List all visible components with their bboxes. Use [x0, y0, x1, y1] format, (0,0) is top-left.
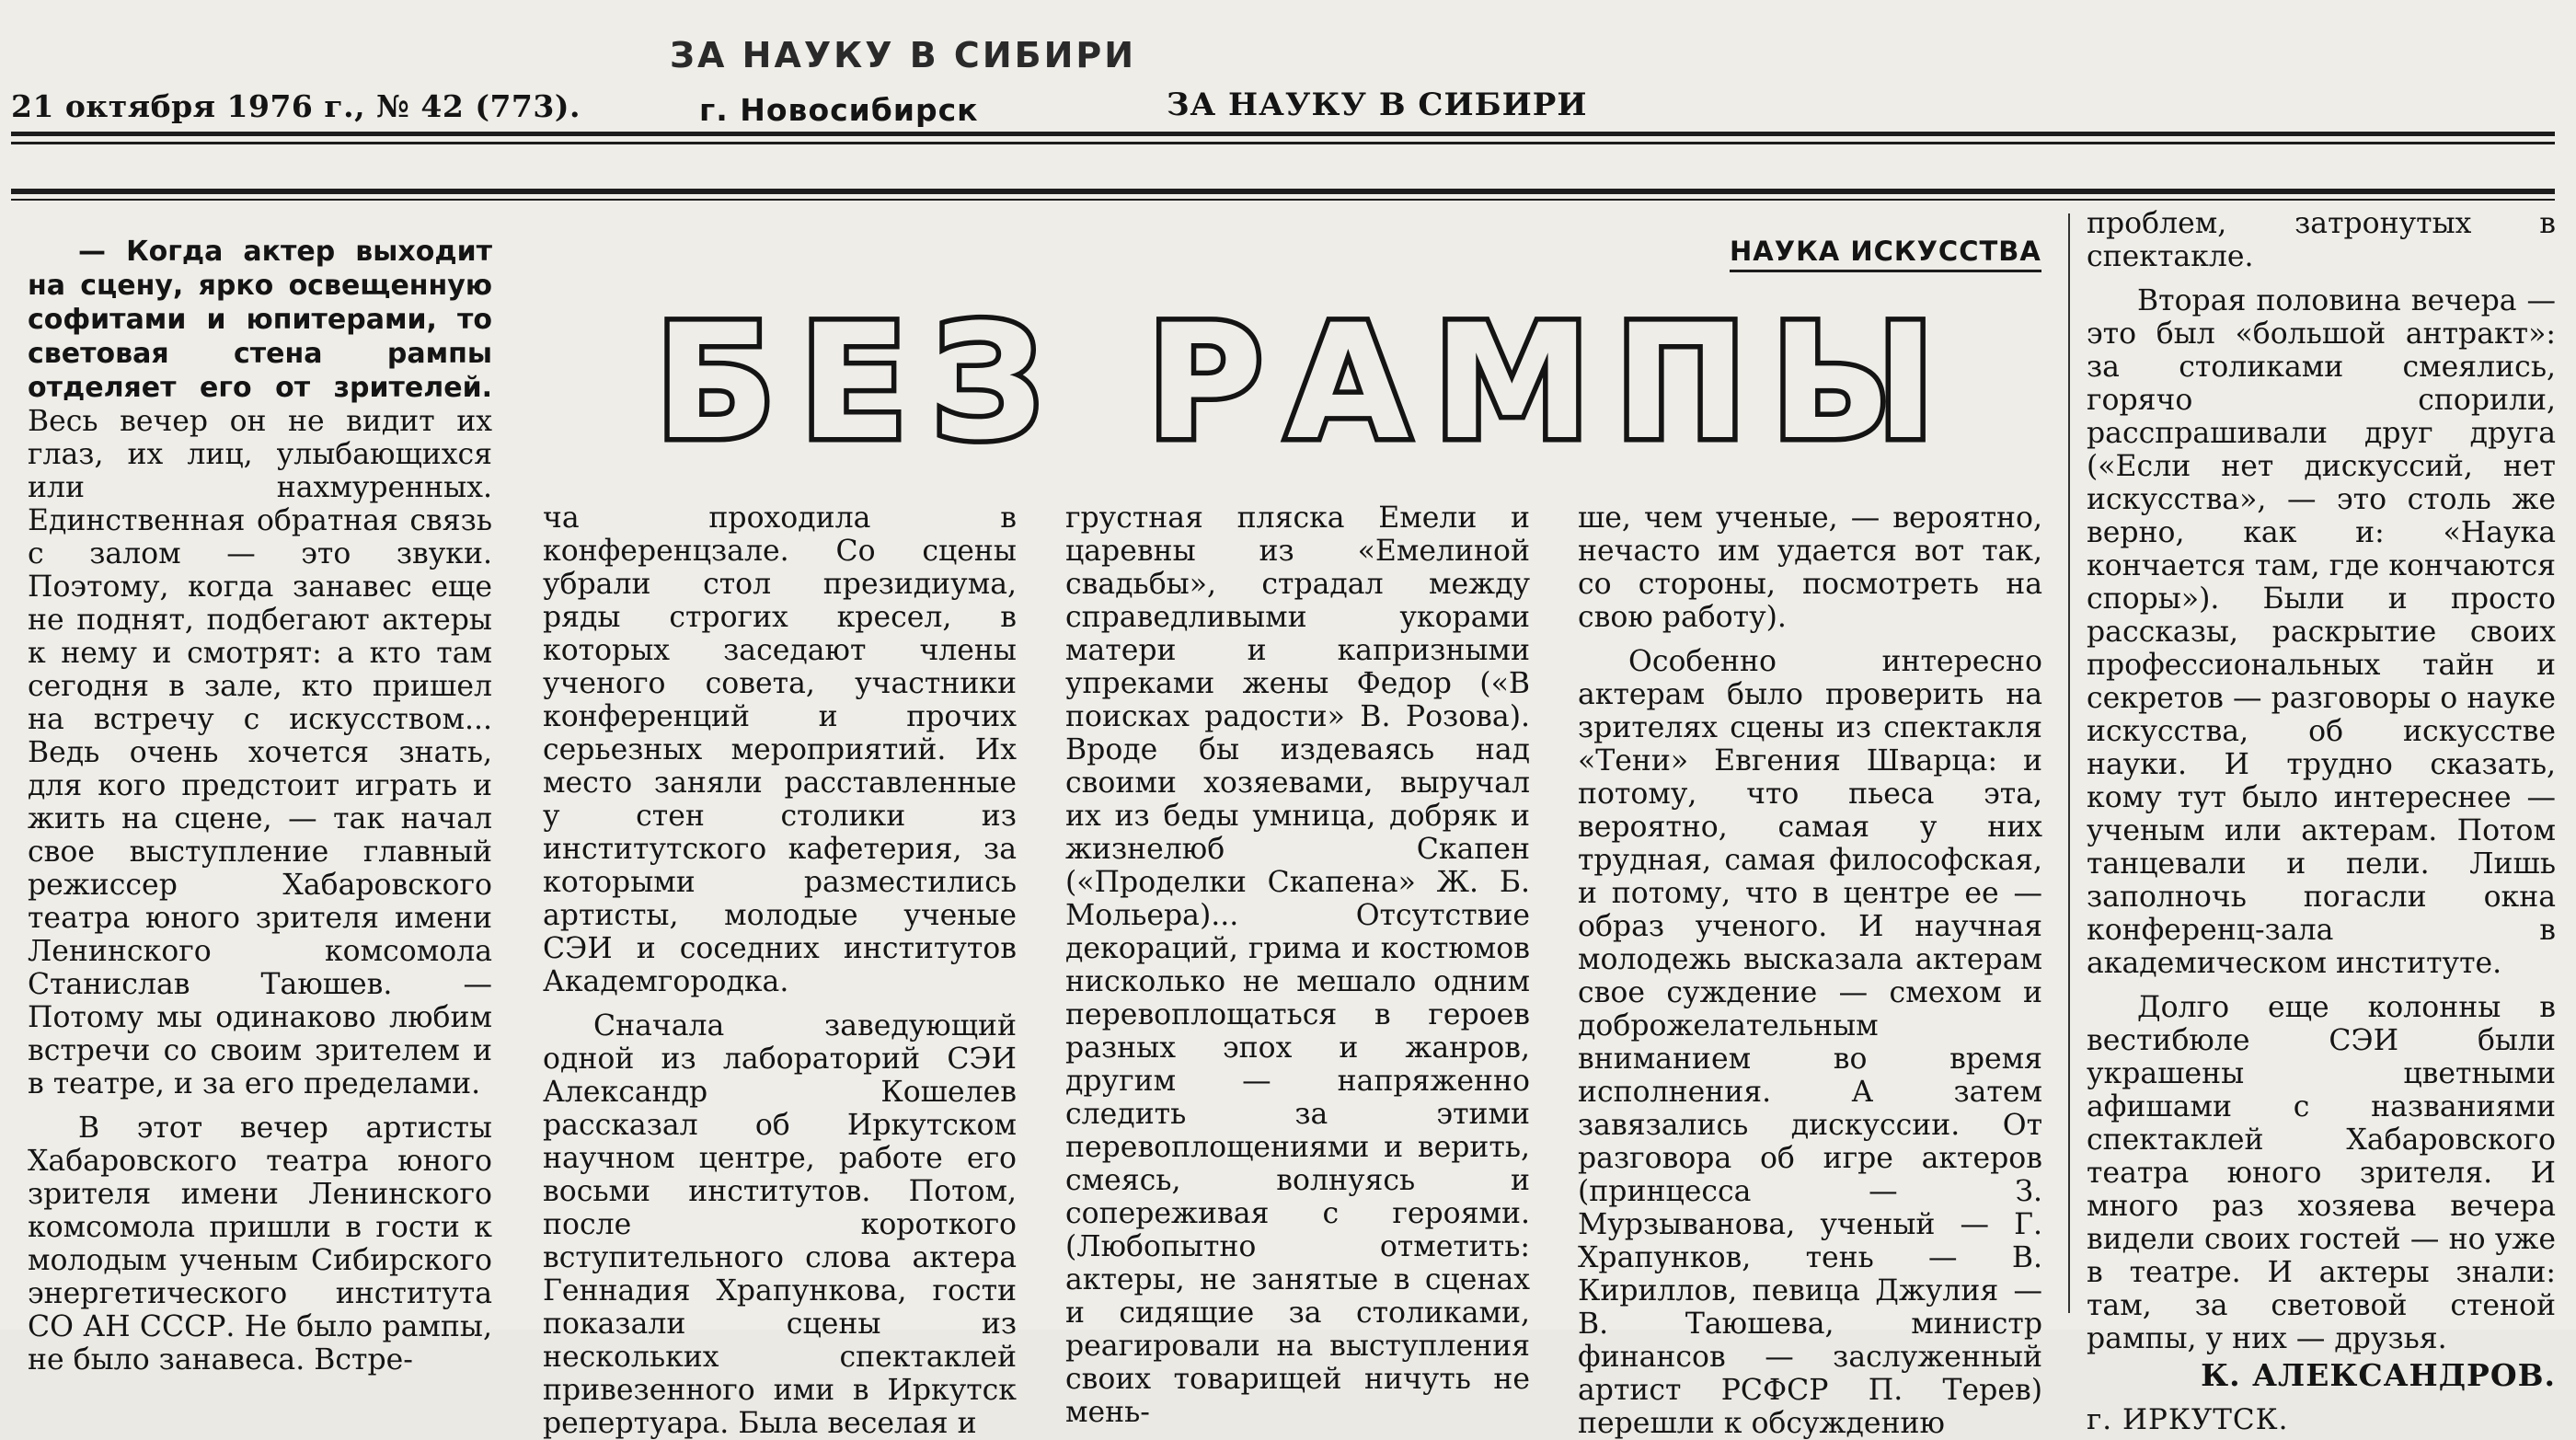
- article-column-3: [1065, 501, 1530, 1429]
- article-column-4: [1578, 501, 2042, 1440]
- author-place: г. ИРКУТСК.: [2087, 1403, 2289, 1436]
- article-paragraph: ча проходила в конференцзале. Со сцены убрали стол президиума, ряды строгих кресел, в которых заседают члены ученого совета, участники конференций и прочих серьезных мероприятий. Их место заняли расставленные у стен столики из институтского кафетерия, за которыми разместились артисты, молодые ученые СЭИ и соседних институтов Академгородка.: [543, 501, 1017, 998]
- article-paragraph: Весь вечер он не видит их глаз, их лиц, улыбающихся или нахмуренных. Единственная обратная связь с залом — это звуки. Поэтому, когда занавес еще не поднят, подбегают актеры к нему и смотрят: а кто там сегодня в зале, кто пришел на встречу с искусством... Ведь очень хочется знать, для кого предстоит играть и жить на сцене, — так начал свое выступление главный режиссер Хабаровского театра юного зрителя имени Ленинского комсомола Станислав Таюшев. — Потому мы одинаково любим встречи со своим зрителем и в театре, и за его пределами.: [28, 405, 492, 1100]
- issue-date: 21 октября 1976 г., № 42 (773).: [11, 88, 581, 124]
- article-headline: БЕЗ РАМПЫ: [655, 290, 1960, 475]
- article-paragraph: грустная пляска Емели и царевны из «Емелиной свадьбы», страдал между справедливыми укорами матери и капризными упреками жены Федор («В поисках радости» В. Розова). Вроде бы издеваясь над своими хозяевами, выручал их из беды умница, добряк и жизнелюб Скапен («Проделки Скапена» Ж. Б. Мольера)... Отсутствие декораций, грима и костюмов нисколько не мешало одним перевоплощаться в героев разных эпох и жанров, другим — напряженно следить за этими перевоплощениями и верить, смеясь, волнуясь и сопереживая с героями. (Любопытно отметить: актеры, не занятые в сценах и сидящие за столиками, реагировали на выступления своих товарищей ничуть не мень-: [1065, 501, 1530, 1429]
- article-paragraph: ше, чем ученые, — вероятно, нечасто им удается вот так, со стороны, посмотреть на свою работу).: [1578, 501, 2042, 634]
- article-paragraph: проблем, затронутых в спектакле.: [2087, 207, 2556, 273]
- city-stamp: г. Новосибирск: [699, 92, 979, 128]
- article-column-1: [28, 235, 492, 1377]
- article-column-5: [2087, 207, 2556, 1436]
- article-paragraph: Вторая половина вечера — это был «большой антракт»: за столиками смеялись, горячо спорили, расспрашивали друг друга («Если нет дискуссий, нет искусства», — это столь же верно, как и: «Наука кончается там, где кончаются споры»). Были и просто рассказы, раскрытие своих профессиональных тайн и секретов — разговоры о науке искусства, об искусстве науки. И трудно сказать, кому тут было интереснее — ученым или актерам. Потом танцевали и пели. Лишь заполночь погасли окна конференц-зала в академическом институте.: [2087, 284, 2556, 980]
- author-signature: К. АЛЕКСАНДРОВ.: [2201, 1357, 2556, 1393]
- column-rule: [2068, 213, 2070, 1313]
- header-rule: [11, 132, 2555, 136]
- article-paragraph: Долго еще колонны в вестибюле СЭИ были украшены цветными афишами с названиями спектаклей Хабаровского театра юного зрителя. И много раз хозяева вечера видели своих гостей — но уже в театре. И актеры знали: там, за световой стеной рампы, у них — друзья.: [2087, 991, 2556, 1355]
- header-rule-thin: [11, 142, 2555, 144]
- article-rubric: НАУКА ИСКУССТВА: [1730, 236, 2041, 272]
- article-paragraph: Сначала заведующий одной из лабораторий СЭИ Александр Кошелев рассказал об Иркутском научном центре, работе его восьми институтов. Потом, после короткого вступительного слова актера Геннадия Храпункова, гости показали сцены из нескольких спектаклей привезенного ими в Иркутск репертуара. Была веселая и: [543, 1009, 1017, 1440]
- article-paragraph: В этот вечер артисты Хабаровского театра юного зрителя имени Ленинского комсомола пришли в гости к молодым ученым Сибирского энергетического института СО АН СССР. Не было рампы, не было занавеса. Встре-: [28, 1112, 492, 1377]
- article-paragraph: Особенно интересно актерам было проверить на зрителях сцены из спектакля «Тени» Евгения Шварца: и потому, что пьеса эта, вероятно, самая у них трудная, самая философская, и потому, что в центре ее — образ ученого. И научная молодежь высказала актерам свое суждение — смехом и доброжелательным вниманием во время исполнения. А затем завязались дискуссии. От разговора об игре актеров (принцесса — З. Мурзыванова, ученый — Г. Храпунков, тень — В. Кириллов, певица Джулия — В. Таюшева, министр финансов — заслуженный артист РСФСР П. Терев) перешли к обсуждению: [1578, 645, 2042, 1440]
- paper-stamp: ЗА НАУКУ В СИБИРИ: [670, 35, 1137, 75]
- section-rule: [11, 189, 2555, 194]
- article-lead: — Когда актер выходит на сцену, ярко освещенную софитами и юпитерами, то световая стена рампы отделяет его от зрителей.: [28, 236, 492, 404]
- article-column-2: [543, 501, 1017, 1440]
- section-rule-thin: [11, 199, 2555, 201]
- paper-title: ЗА НАУКУ В СИБИРИ: [1167, 86, 1588, 123]
